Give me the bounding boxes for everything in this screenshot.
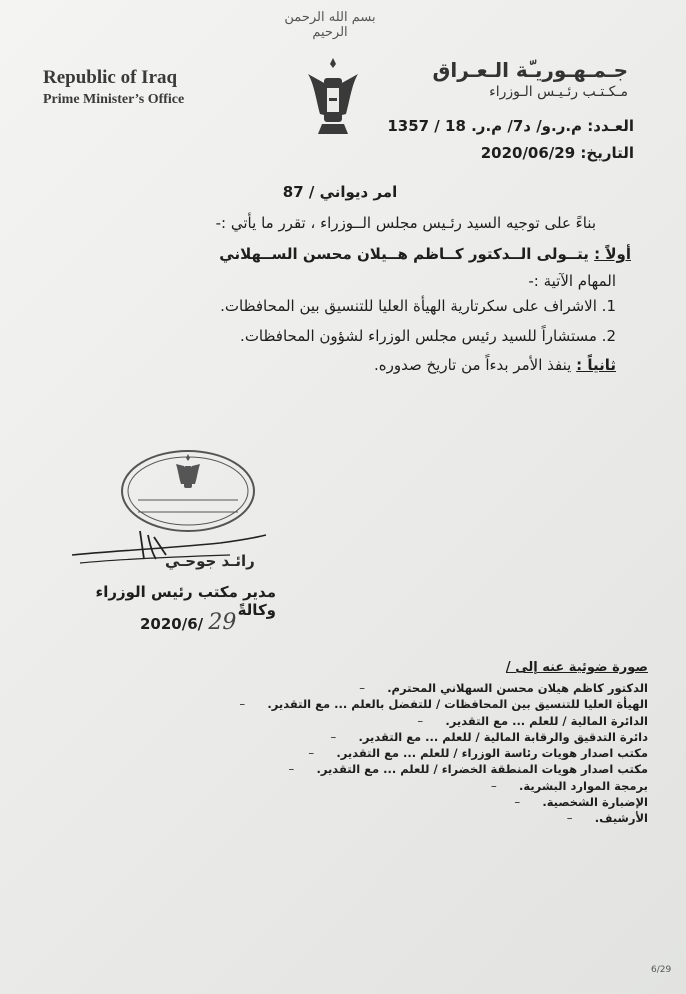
cc-heading: صورة ضوئية عنه إلى / <box>505 660 648 675</box>
order-intro: بناءً على توجيه السيد رئـيس مجلس الــوزراء ، تقرر ما يأتي :- <box>215 214 596 232</box>
signature-date <box>140 610 236 635</box>
signature-date-printed: 2020/6/ <box>140 615 204 633</box>
cc-item: الأرشيف.– <box>566 811 648 826</box>
cc-item: الدائرة المالية / للعلم ... مع التقدير.– <box>417 713 648 728</box>
cc-item: الدكتور كاظم هيلان محسن السهلاني المحترم.– <box>359 681 648 695</box>
cc-item: مكتب اصدار هويات المنطقة الخضراء / للعلم ... مع التقدير.– <box>288 762 648 777</box>
clause-first <box>219 245 631 263</box>
task-item: 1. الاشراف على سكرتارية الهيأة العليا للتنسيق بين المحافظات. <box>220 297 616 315</box>
arabic-republic-title: جـمـهـوريـّة الـعـراق <box>432 58 628 82</box>
signer-name: رائـد جوحـي <box>165 552 255 570</box>
reference-label: العـدد: <box>587 117 634 135</box>
cc-item: الإضبارة الشخصية.– <box>514 795 648 810</box>
cc-item: مكتب اصدار هويات رئاسة الوزراء / للعلم ... مع التقدير.– <box>308 746 648 761</box>
arabic-office-title: مـكـتـب رئـيـس الـوزراء <box>489 84 628 100</box>
reference-value: م.ر.و/ د7/ م.ر. 18 / 1357 <box>387 117 583 135</box>
date-value: 2020/06/29 <box>480 144 576 162</box>
cc-item: دائرة التدقيق والرقابة المالية / للعلم ... مع التقدير.– <box>330 729 648 744</box>
document-date <box>481 144 634 162</box>
date-label: التاريخ: <box>580 144 634 162</box>
iraq-eagle-emblem-icon <box>300 54 366 144</box>
cc-item: برمجة الموارد البشرية.– <box>491 778 648 793</box>
clause-first-label: أولاً : <box>594 245 631 263</box>
clause-second <box>374 356 616 374</box>
signature-date-handwritten: 29 <box>208 610 237 635</box>
task-item: 2. مستشاراً للسيد رئيس مجلس الوزراء لشؤون المحافظات. <box>240 327 616 345</box>
clause-second-label: ثانياً : <box>576 356 616 374</box>
order-title: امر ديواني / 87 <box>282 183 398 201</box>
clause-second-text: ينفذ الأمر بدءاً من تاريخ صدوره. <box>374 356 572 374</box>
reference-number <box>387 117 634 135</box>
cc-list <box>48 680 648 827</box>
signer-title: مدير مكتب رئيس الوزراء وكالةً <box>95 583 276 619</box>
english-subtitle: Prime Minister’s Office <box>43 92 185 107</box>
cc-item: الهيأة العليا للتنسيق بين المحافظات / للتفضل بالعلم ... مع التقدير.– <box>239 697 648 712</box>
english-title: Republic of Iraq <box>43 67 178 88</box>
page-number: 6/29 <box>651 965 672 975</box>
bismillah-calligraphy: بسم الله الرحمن الرحيم <box>284 10 376 40</box>
tasks-intro: المهام الآتية :- <box>528 272 616 290</box>
clause-first-text: يتــولى الــدكتور كــاظم هــيلان محسن الســهلاني <box>219 245 589 263</box>
